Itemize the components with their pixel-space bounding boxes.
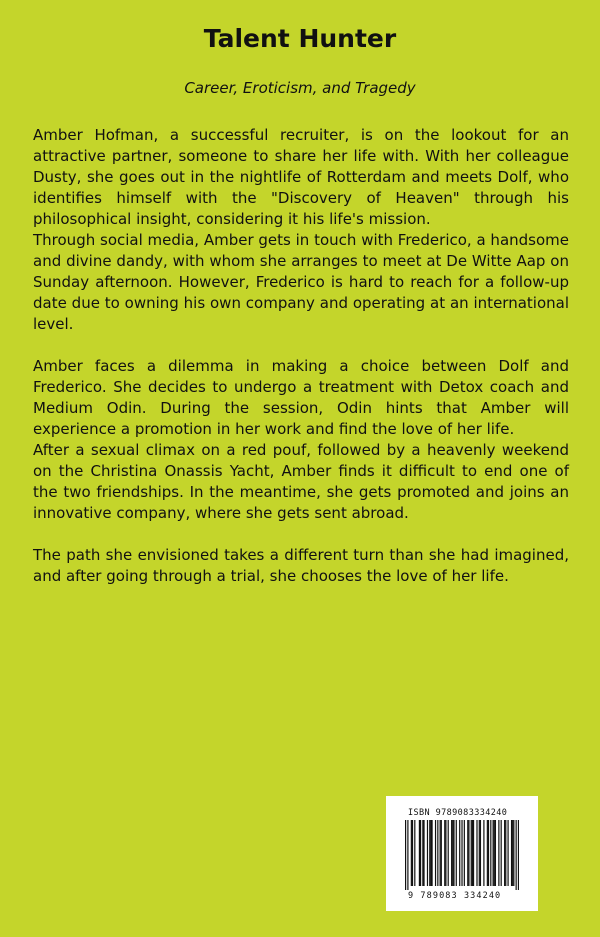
barcode-icon [405, 820, 519, 890]
blurb-paragraph-5: The path she envisioned takes a different turn than she had imagined, and after going through a trial, she chooses the love of her life. [33, 546, 569, 585]
barcode-digits: 9 789083 334240 [408, 891, 502, 901]
barcode-panel [386, 796, 538, 911]
blurb-paragraph-3: Amber faces a dilemma in making a choice between Dolf and Frederico. She decides to undergo a treatment with Detox coach and Medium Odin. During the session, Odin hints that Amber will experience a promotion in her work and find the love of her life. [33, 357, 569, 438]
book-subtitle: Career, Eroticism, and Tragedy [184, 79, 416, 97]
blurb-paragraph-4: After a sexual climax on a red pouf, followed by a heavenly weekend on the Christina Onassis Yacht, Amber finds it difficult to end one of the two friendships. In the meantime, she gets promoted and joins an innovative company, where she gets sent abroad. [33, 441, 569, 522]
blurb-paragraph-1: Amber Hofman, a successful recruiter, is on the lookout for an attractive partner, someone to share her life with. With her colleague Dusty, she goes out in the nightlife of Rotterdam and meets Dolf, who identifies himself with the "Discovery of Heaven" through his philosophical insight, considering it his life's mission. [33, 126, 569, 228]
blurb-paragraph-2: Through social media, Amber gets in touch with Frederico, a handsome and divine dandy, with whom she arranges to meet at De Witte Aap on Sunday afternoon. However, Frederico is hard to reach for a follow-up date due to owning his own company and operating at an international level. [33, 231, 569, 333]
blurb [33, 125, 569, 587]
book-title: Talent Hunter [203, 24, 397, 53]
isbn-label: ISBN 9789083334240 [408, 808, 508, 818]
